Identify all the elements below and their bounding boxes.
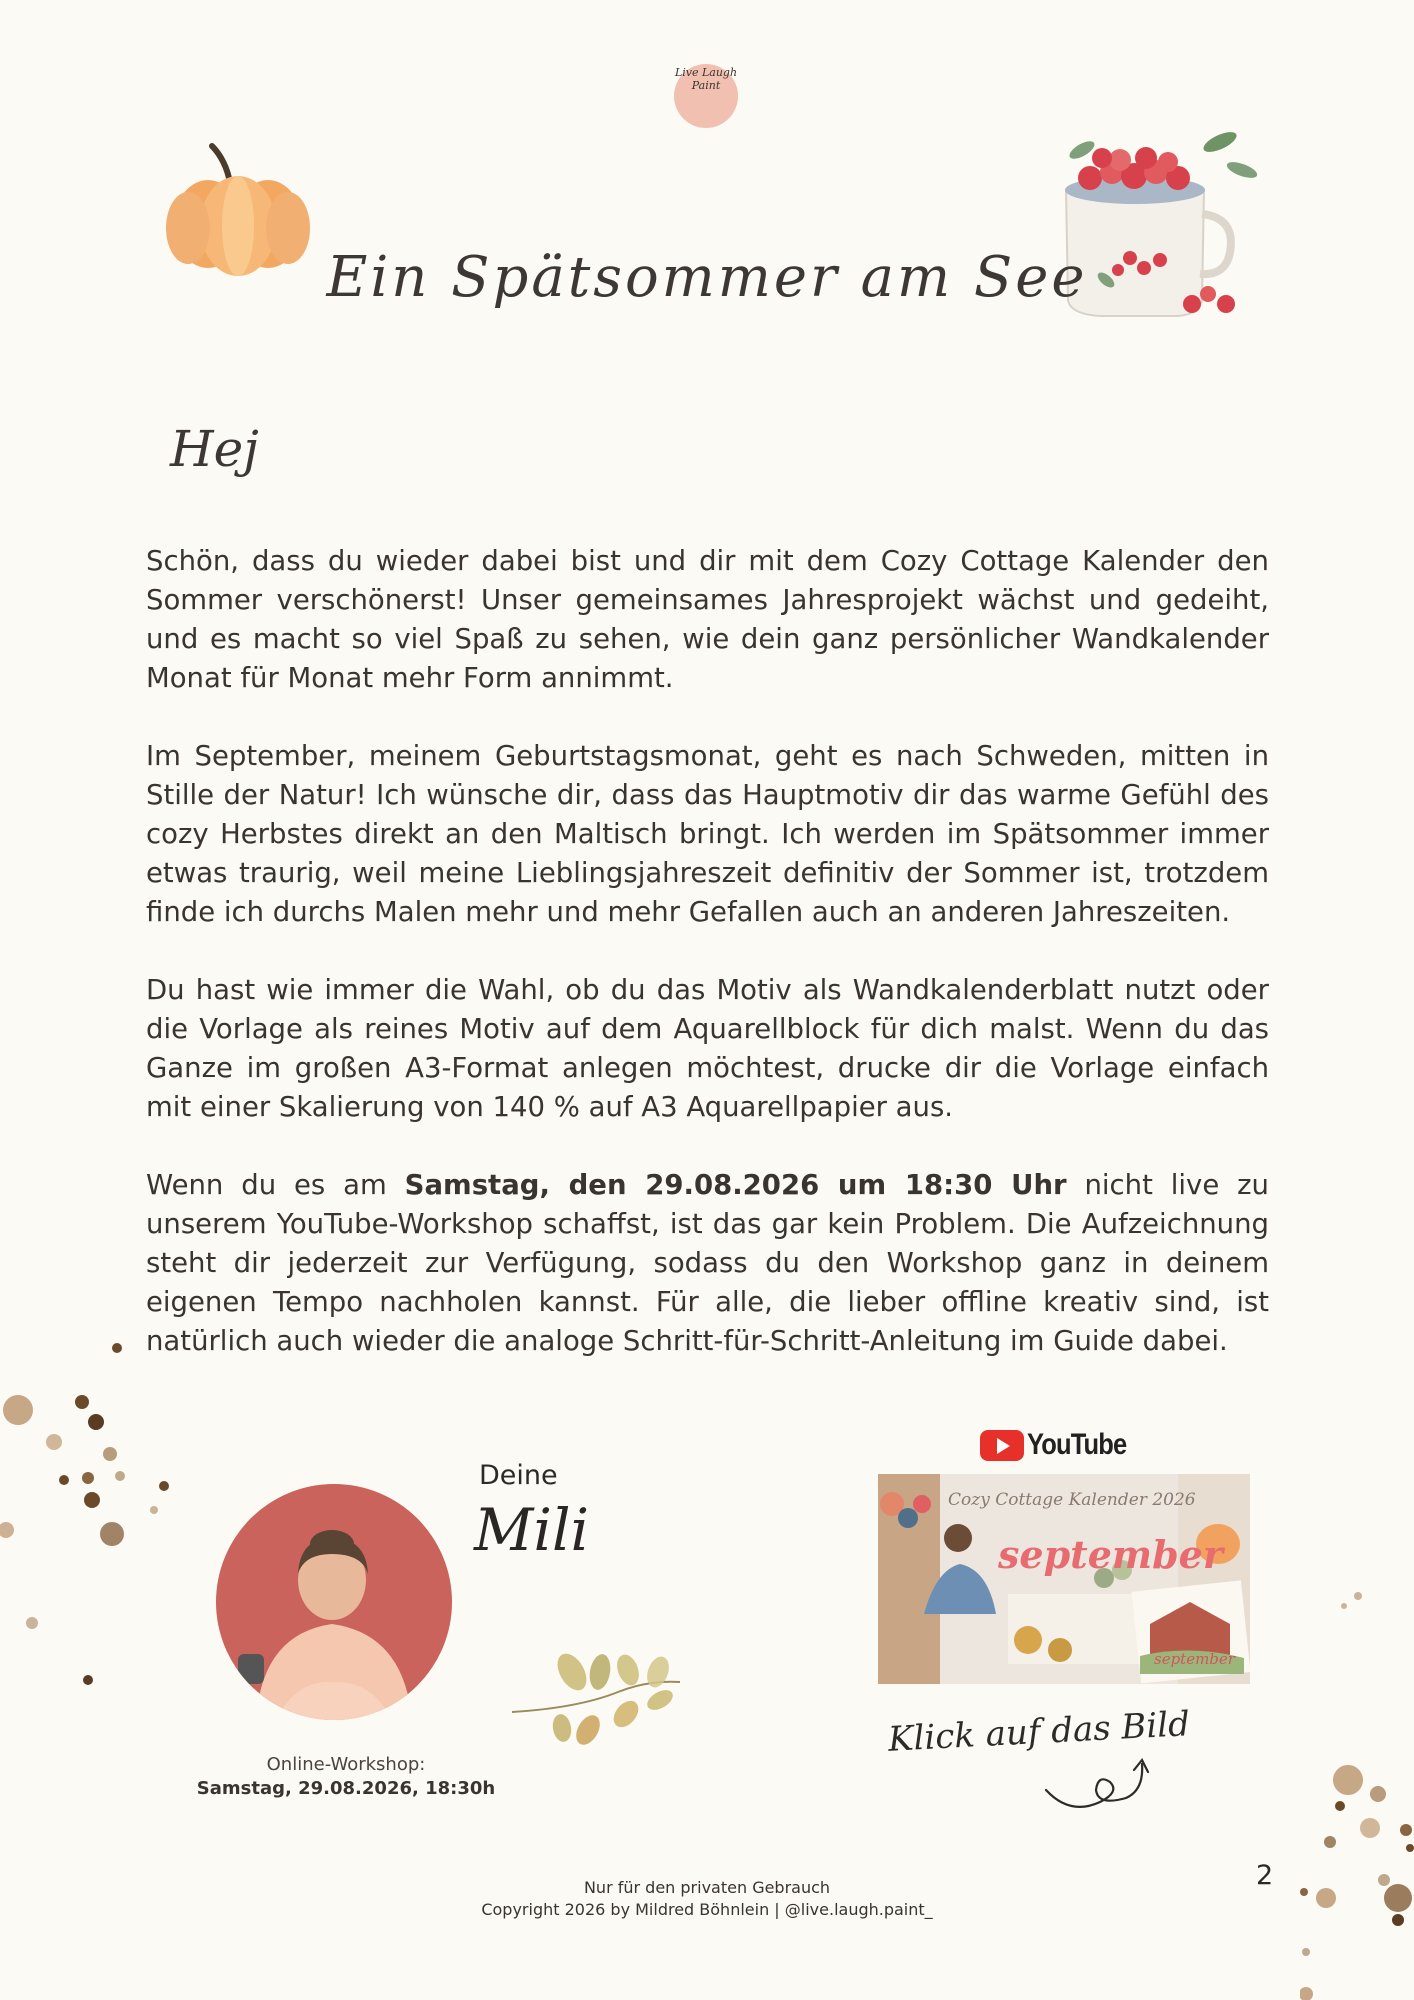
paragraph-4-end: nicht live zu unserem YouTube-Workshop schaffst, ist das gar kein Problem. Die Aufzeichnung steht dir jederzeit zur Verfügung, sodass du den Workshop ganz in deinem eigenen Tempo nachholen kannst. Für alle, die lieber offline kreativ sind, ist natürlich auch wieder die analoge Schritt-für-Schritt-Anleitung im Guide dabei.	[146, 1169, 1269, 1357]
paragraph-4	[146, 1166, 1269, 1361]
youtube-logo	[980, 1428, 1144, 1462]
paragraph-1: Schön, dass du wieder dabei bist und dir mit dem Cozy Cottage Kalender den Sommer verschönerst! Unser gemeinsames Jahresprojekt wächst und gedeiht, und es macht so viel Spaß zu sehen, wie dein ganz persönlicher Wandkalender Monat für Monat mehr Form annimmt.	[146, 545, 1269, 694]
thumbnail-month: september	[998, 1532, 1223, 1577]
logo-text: Live Laugh Paint	[674, 66, 738, 92]
signature-deine: Deine	[479, 1460, 558, 1491]
body-text	[146, 542, 1269, 1400]
youtube-play-icon	[980, 1430, 1024, 1461]
paragraph-3: Du hast wie immer die Wahl, ob du das Motiv als Wandkalenderblatt nutzt oder die Vorlage als reines Motiv auf dem Aquarellblock für dich malst. Wenn du das Ganze im großen A3-Format anlegen möchtest, drucke dir die Vorlage einfach mit einer Skalierung von 140 % auf A3 Aquarellpapier aus.	[146, 974, 1269, 1123]
footer-usage-note: Nur für den privaten Gebrauch	[583, 1878, 831, 1897]
author-photo	[216, 1484, 452, 1720]
workshop-date: Samstag, 29.08.2026, 18:30h	[196, 1778, 496, 1799]
signature-name: Mili	[474, 1496, 590, 1564]
page-title: Ein Spätsommer am See	[326, 245, 1088, 310]
workshop-label: Online-Workshop:	[266, 1754, 426, 1775]
thumbnail-month-small: september	[1154, 1650, 1235, 1668]
brand-logo	[674, 64, 738, 128]
greeting: Hej	[170, 420, 259, 478]
youtube-wordmark: YouTube	[1027, 1428, 1127, 1461]
page-number: 2	[1256, 1860, 1274, 1891]
paragraph-4-start: Wenn du es am	[146, 1169, 405, 1201]
leaves-illustration	[508, 1652, 688, 1752]
paragraph-2: Im September, meinem Geburtstagsmonat, geht es nach Schweden, mitten in Stille der Natur! Ich wünsche dir, dass das Hauptmotiv dir das warme Gefühl des cozy Herbstes direkt an den Maltisch bringt. Ich werden im Spätsommer immer etwas traurig, weil meine Lieblingsjahreszeit definitiv der Sommer ist, trotzdem finde ich durchs Malen mehr und mehr Gefallen auch an anderen Jahreszeiten.	[146, 740, 1269, 928]
click-cta: Klick auf das Bild	[887, 1704, 1191, 1760]
curved-arrow-icon	[1040, 1750, 1160, 1820]
thumbnail-title: Cozy Cottage Kalender 2026	[948, 1490, 1196, 1510]
paint-splatter-left	[0, 1330, 200, 1710]
footer-copyright: Copyright 2026 by Mildred Böhnlein | @live.laugh.paint_	[481, 1900, 933, 1919]
workshop-date-highlight: Samstag, den 29.08.2026 um 18:30 Uhr	[404, 1169, 1067, 1201]
youtube-video-thumbnail[interactable]	[878, 1474, 1250, 1684]
portrait-illustration	[216, 1484, 452, 1720]
paint-splatter-right	[1300, 1580, 1414, 2000]
